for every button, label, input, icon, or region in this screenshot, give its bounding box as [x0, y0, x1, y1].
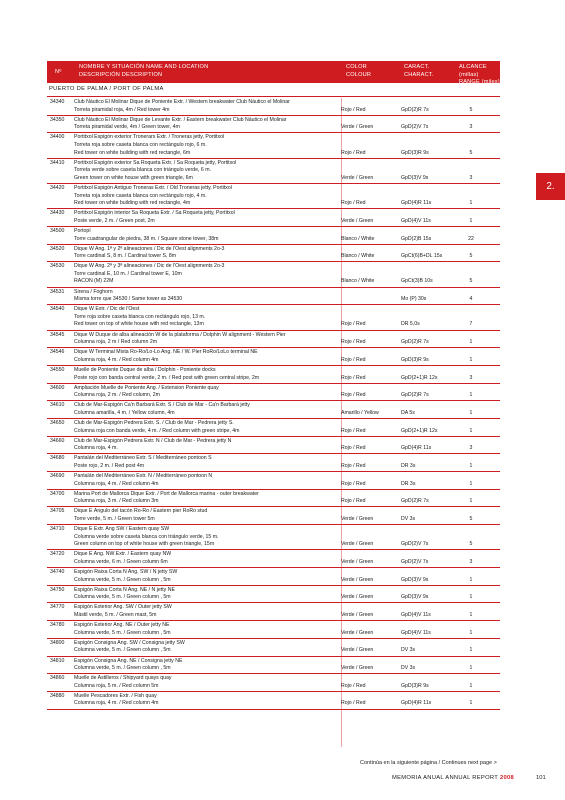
description-line: Sirena / Foghorn: [74, 288, 113, 295]
description-line: Columna verde sobre caseta blanca con triángulo verde, 15 m.: [74, 533, 219, 540]
description-line: Dique W Duque de alba alineación W de la plataforma / Dolphin W alignment - Western Pier: [74, 331, 286, 338]
light-color: Verde / Green: [341, 594, 374, 601]
light-color: Rojo / Red: [341, 149, 366, 156]
light-color: Rojo / Red: [341, 356, 366, 363]
light-range: 1: [469, 339, 473, 346]
footer: [392, 775, 514, 781]
light-number: 34680: [50, 455, 65, 462]
description-line: Torreta verde sobre caseta blanca con triángulo verde, 6 m.: [74, 167, 211, 174]
light-color: Verde / Green: [341, 576, 374, 583]
table-row: [47, 288, 500, 306]
light-description: [73, 675, 338, 690]
light-characteristic: Mo (P) 30s: [401, 296, 427, 303]
light-number: 34650: [50, 419, 65, 426]
light-characteristic: DA 5s: [401, 409, 415, 416]
description-line: Red tower on top of white house with red rectangle, 13m: [74, 321, 204, 328]
description-line: Red tower on white building with red rectangle, 4m: [74, 200, 191, 207]
description-line: Torreta roja sobre caseta blanca con rectángulo rojo, 6 m.: [74, 141, 207, 148]
light-characteristic: GpD(3)V 9s: [401, 576, 429, 583]
header-color: [346, 64, 371, 79]
description-line: Portitxol Espigón exterior Tronerars Extr. / Troneras jetty, Portitxol: [74, 134, 225, 141]
light-range: 1: [469, 200, 473, 207]
description-line: Espigón Exterior Ang. SW / Outer jetty SW: [74, 604, 172, 611]
description-line: RACON (M) 22M: [74, 278, 114, 285]
light-range: 3: [469, 124, 473, 131]
light-range: 1: [469, 462, 473, 469]
table-row: [47, 525, 500, 550]
table-row: [47, 419, 500, 437]
light-number: 34550: [50, 366, 65, 373]
description-line: Columna roja con banda verde, 4 m. / Red column with green stripe, 4m: [74, 427, 240, 434]
light-number: 34500: [50, 227, 65, 234]
light-description: [73, 367, 338, 382]
light-characteristic: GpD(2)R 7s: [401, 498, 429, 505]
description-line: Torreta piramidal roja, 4m / Red tower 4m: [74, 106, 170, 113]
light-number: 34860: [50, 675, 65, 682]
light-range: 1: [469, 392, 473, 399]
light-description: [73, 332, 338, 347]
table-row: [47, 116, 500, 134]
description-line: Pantalán del Mediterráneo Extr. N / Mediterráneo pontoon N: [74, 473, 213, 480]
description-line: Dique W Ang. 1ª y 2ª alineaciones / Dic de l'Oest alignments 2o-3: [74, 245, 225, 252]
light-characteristic: GpD(2+1)R 12s: [401, 427, 438, 434]
light-characteristic: GpD(4)R 11s: [401, 445, 432, 452]
light-characteristic: GpD(3)R 9s: [401, 682, 429, 689]
description-line: Espigón Exterior Ang. NE / Outer jetty NE: [74, 622, 170, 629]
light-color: Verde / Green: [341, 516, 374, 522]
light-color: Rojo / Red: [341, 462, 366, 469]
light-number: 34545: [50, 331, 65, 338]
light-range: 3: [469, 445, 473, 452]
description-line: Torre cardinal E, 10 m. / Cardinal tower E, 10m: [74, 270, 182, 277]
description-line: Columna roja, 4 m. / Red column 4m: [74, 356, 159, 363]
description-line: Poste verde, 2 m. / Green post, 2m: [74, 217, 155, 224]
light-characteristic: GpD(3)V 9s: [401, 594, 429, 601]
light-color: Verde / Green: [341, 174, 374, 181]
description-line: Muelle Pescadores Extr. / Fish quay: [74, 692, 157, 699]
table-row: [47, 245, 500, 263]
description-line: Columna verde, 5 m. / Green column , 5m: [74, 629, 171, 636]
light-range: 1: [469, 576, 473, 583]
table-row: [47, 550, 500, 568]
light-range: 7: [469, 321, 473, 328]
header-range-line-1: ALCANCE (millas): [459, 64, 487, 78]
description-line: Columna amarilla, 4 m. / Yellow column, 4m: [74, 409, 175, 416]
light-description: [73, 693, 338, 708]
header-number: Nº: [55, 69, 62, 75]
light-description: [73, 508, 338, 523]
light-range: 1: [469, 682, 473, 689]
table-row: [47, 490, 500, 508]
light-description: [73, 604, 338, 619]
section-title: PUERTO DE PALMA / PORT OF PALMA: [49, 86, 164, 92]
light-description: [73, 210, 338, 225]
light-range: 1: [469, 217, 473, 224]
table-row: [47, 209, 500, 227]
light-color: Rojo / Red: [341, 374, 366, 381]
light-description: [73, 385, 338, 400]
description-line: Columna roja, 4 m.: [74, 445, 118, 452]
light-color: Blanco / White: [341, 278, 375, 285]
header-char-line-1: CARACT.: [404, 64, 430, 70]
light-color: Verde / Green: [341, 217, 374, 224]
table-row: [47, 384, 500, 402]
light-range: 1: [469, 629, 473, 636]
header-name-line-1: NOMBRE Y SITUACIÓN NAME AND LOCATION: [79, 64, 209, 70]
description-line: Poste rojo, 2 m. / Red post 4m: [74, 462, 145, 469]
light-color: Rojo / Red: [341, 392, 366, 399]
table-header: [47, 61, 500, 83]
light-color: Rojo / Red: [341, 700, 366, 707]
table-row: [47, 98, 500, 116]
light-number: 34780: [50, 622, 65, 629]
light-number: 34810: [50, 657, 65, 664]
description-line: Torreta roja sobre caseta blanca con rectángulo rojo, 4 m.: [74, 192, 207, 199]
light-number: 34690: [50, 473, 65, 480]
footer-report-title: MEMORIA ANUAL ANNUAL REPORT: [392, 775, 499, 781]
light-description: [73, 306, 338, 329]
light-description: [73, 438, 338, 453]
description-line: Espigón Raixa Corta N Ang. NE / N jetty NE: [74, 586, 175, 593]
light-characteristic: DR 3s: [401, 480, 416, 487]
description-line: Dique W Extr. / Dic de l'Oest: [74, 306, 140, 313]
light-number: 34770: [50, 604, 65, 611]
description-line: Red tower on white building with red rectangle, 6m: [74, 149, 191, 156]
light-characteristic: DV 3s: [401, 647, 416, 654]
light-range: 1: [469, 356, 473, 363]
description-line: Club Náutico El Molinar Dique de Poniente Extr. / Western breakwater Club Náutico el Molinar: [74, 99, 290, 105]
light-number: 34420: [50, 184, 65, 191]
description-line: Dique W Ang. 2ª y 3ª alineaciones / Dic de l'Oest alignments 2o-3: [74, 263, 225, 270]
light-description: [73, 246, 338, 261]
light-number: 34350: [50, 116, 65, 123]
header-range: [459, 64, 500, 87]
table-row: [47, 366, 500, 384]
light-number: 34660: [50, 437, 65, 444]
light-range: 5: [469, 541, 473, 548]
description-line: Columna verde, 6 m. / Green column 6m: [74, 558, 168, 565]
light-characteristic: GpD(3)R 9s: [401, 149, 429, 156]
light-color: Rojo / Red: [341, 682, 366, 689]
description-line: Columna roja, 4 m. / Red column 4m: [74, 700, 159, 707]
table-row: [47, 184, 500, 209]
lights-table: [47, 98, 500, 710]
header-color-line-2: COLOUR: [346, 71, 372, 78]
light-color: Blanco / White: [341, 235, 375, 242]
description-line: Torre cuadrangular de piedra, 38 m. / Square stone tower, 38m: [74, 235, 219, 242]
light-characteristic: GpD(2)R 7s: [401, 339, 429, 346]
table-row: [47, 586, 500, 604]
description-line: Misma torre que 34530 / Same tower as 34530: [74, 296, 183, 303]
header-characteristic: [404, 64, 434, 79]
description-line: Columna verde, 5 m. / Green column , 5m: [74, 647, 171, 654]
light-color: Verde / Green: [341, 612, 374, 619]
light-range: 5: [469, 516, 473, 522]
description-line: Dique W Terminal Mixta Ro-Ro/Lo-Lo Ang. NE / W. Pier RoRo/LoLo terminal NE: [74, 349, 258, 356]
description-line: Pantalán del Mediterráneo Extr. S / Mediterráneo pontoon S: [74, 455, 212, 462]
light-number: 34600: [50, 384, 65, 391]
light-number: 34740: [50, 569, 65, 576]
light-characteristic: DR 3s: [401, 462, 416, 469]
description-line: Dique E Ang. NW Extr. / Eastern quay NW: [74, 551, 172, 558]
light-range: 1: [469, 700, 473, 707]
light-characteristic: GpD(3)V 9s: [401, 174, 429, 181]
light-description: [73, 349, 338, 364]
description-line: Club de Mar-Espigón Ca'n Barbará Extr. S / Club de Mar - Ca'n Barbará jetty: [74, 402, 250, 409]
description-line: Club de Mar-Espigón Pedrera Extr. N / Club de Mar - Pedrera jetty N: [74, 437, 232, 444]
chapter-tab: 2.: [536, 173, 565, 200]
light-range: 1: [469, 498, 473, 505]
light-description: [73, 134, 338, 157]
light-description: [73, 99, 338, 114]
description-line: Muelle de Poniente Duque de alba / Dolphin - Poniente docks: [74, 366, 216, 373]
table-row: [47, 159, 500, 184]
light-description: [73, 658, 338, 673]
light-range: 1: [469, 480, 473, 487]
light-color: Verde / Green: [341, 541, 374, 548]
light-description: [73, 263, 338, 286]
description-line: Espigón Consigna Ang. NE / Consigna jetty NE: [74, 657, 183, 664]
light-description: [73, 551, 338, 566]
header-range-line-2: RANGE (miles): [459, 79, 500, 85]
light-number: 34710: [50, 526, 65, 533]
table-row: [47, 603, 500, 621]
description-line: Dique E Extr. Ang SW / Eastern quay SW: [74, 526, 170, 533]
light-range: 1: [469, 647, 473, 654]
description-line: Torre cardinal S, 8 m. / Cardinal tower S, 8m: [74, 253, 177, 260]
description-line: Columna roja, 3 m. / Red column 3m: [74, 498, 159, 505]
light-characteristic: DV 3s: [401, 665, 416, 672]
light-number: 34800: [50, 639, 65, 646]
description-line: Torre verde, 5 m. / Green tower 5m: [74, 516, 155, 522]
light-characteristic: GpD(4)V 11s: [401, 629, 431, 636]
light-color: Rojo / Red: [341, 498, 366, 505]
light-characteristic: GpCt(3)B 10s: [401, 278, 433, 285]
light-color: Verde / Green: [341, 629, 374, 636]
light-characteristic: GpD(4)V 11s: [401, 217, 431, 224]
light-characteristic: GpD(2)V 7s: [401, 541, 429, 548]
description-line: Mástil verde, 5 m. / Green mast, 5m: [74, 612, 157, 619]
light-color: Verde / Green: [341, 558, 374, 565]
light-number: 34700: [50, 490, 65, 497]
header-name-line-2: DESCRIPCIÓN DESCRIPTION: [79, 71, 163, 78]
description-line: Torreta piramidal verde, 4m / Green tower, 4m: [74, 124, 180, 131]
description-line: Club Náutico El Molinar Dique de Levante Extr. / Eastern breakwater Club Náutico el Molinar: [74, 116, 287, 123]
light-characteristic: GpD(4)R 11s: [401, 200, 432, 207]
light-range: 1: [469, 594, 473, 601]
light-color: Rojo / Red: [341, 339, 366, 346]
light-number: 34531: [50, 288, 65, 295]
table-row: [47, 472, 500, 490]
light-number: 34880: [50, 692, 65, 699]
light-description: [73, 420, 338, 435]
light-range: 3: [469, 174, 473, 181]
description-line: Portitxol Espigón interior Sa Roqueta Extr. / Sa Roqueta jetty, Portitxol: [74, 210, 235, 217]
light-description: [73, 473, 338, 488]
light-description: [73, 640, 338, 655]
light-characteristic: DV 3s: [401, 516, 416, 522]
light-number: 34546: [50, 349, 65, 356]
light-range: 4: [469, 296, 473, 303]
description-line: Green column on top of white house with green triangle, 15m: [74, 541, 215, 548]
light-range: 22: [468, 235, 474, 242]
section-divider: [47, 96, 500, 97]
description-line: Columna verde, 5 m. / Green column , 5m: [74, 665, 171, 672]
light-characteristic: GpD(4)R 11s: [401, 700, 432, 707]
light-number: 34610: [50, 402, 65, 409]
light-color: Rojo / Red: [341, 321, 366, 328]
description-line: Portitxol Espigón Antiguo Troneras Extr. / Old Troneras jetty, Portitxol: [74, 184, 232, 191]
light-range: 1: [469, 409, 473, 416]
light-characteristic: GpD(2)V 7s: [401, 124, 429, 131]
light-characteristic: GpCt(6)B+DL 15s: [401, 253, 443, 260]
table-row: [47, 507, 500, 525]
table-row: [47, 401, 500, 419]
header-color-line-1: COLOR: [346, 64, 367, 70]
light-number: 34340: [50, 99, 65, 105]
light-description: [73, 569, 338, 584]
table-row: [47, 305, 500, 330]
table-row: [47, 227, 500, 245]
light-number: 34400: [50, 134, 65, 141]
table-row: [47, 621, 500, 639]
light-characteristic: GpD(2)V 7s: [401, 558, 429, 565]
light-number: 34720: [50, 551, 65, 558]
light-range: 1: [469, 665, 473, 672]
table-row: [47, 331, 500, 349]
light-color: Amarillo / Yellow: [341, 409, 379, 416]
description-line: Columna verde, 5 m. / Green column , 5m: [74, 594, 171, 601]
light-description: [73, 526, 338, 549]
light-color: Rojo / Red: [341, 106, 366, 113]
light-range: 5: [469, 106, 473, 113]
light-color: [338, 289, 398, 304]
light-number: 34530: [50, 263, 65, 270]
light-range: 1: [469, 427, 473, 434]
description-line: Columna verde, 5 m. / Green column , 5m: [74, 576, 171, 583]
light-description: [73, 455, 338, 470]
light-color: Rojo / Red: [341, 427, 366, 434]
description-line: Columna roja, 4 m. / Red column 4m: [74, 480, 159, 487]
table-row: [47, 657, 500, 675]
table-row: [47, 692, 500, 710]
table-row: [47, 348, 500, 366]
description-line: Columna roja, 2 m / Red column 2m: [74, 339, 158, 346]
light-color: Verde / Green: [341, 647, 374, 654]
description-line: Club de Mar-Espigón Pedrera Extr. S. / Club de Mar - Pedrera jetty S.: [74, 419, 234, 426]
header-char-line-2: CHARACT.: [404, 71, 434, 78]
light-range: 5: [469, 149, 473, 156]
table-row: [47, 454, 500, 472]
description-line: Poste rojo con banda central verde, 2 m. / Red post with green central stripe, 2m: [74, 374, 260, 381]
header-name: [79, 64, 208, 79]
light-color: Rojo / Red: [341, 445, 366, 452]
continue-note: Continúa en la siguiente página / Continues next page >: [360, 760, 497, 766]
light-range: 5: [469, 278, 473, 285]
table-row: [47, 133, 500, 158]
light-number: 34520: [50, 245, 65, 252]
light-range: 1: [469, 612, 473, 619]
light-color: Blanco / White: [341, 253, 375, 260]
light-characteristic: DR 5,0s: [401, 321, 420, 328]
light-number: 34540: [50, 306, 65, 313]
light-description: [73, 622, 338, 637]
description-line: Ampliación Muelle de Poniente Ang. / Extension Poniente quay: [74, 384, 219, 391]
light-characteristic: GpD(2+1)R 12s: [401, 374, 438, 381]
footer-year: 2008: [499, 775, 515, 781]
description-line: Espigón Raixa Corta N Ang. SW / N jetty SW: [74, 569, 178, 576]
table-row: [47, 639, 500, 657]
table-row: [47, 437, 500, 455]
description-line: Columna roja, 5 m. / Red column 5m: [74, 682, 159, 689]
light-number: 34705: [50, 508, 65, 515]
description-line: Portopí: [74, 227, 91, 234]
description-line: Espigón Consigna Ang. SW / Consigna jetty SW: [74, 639, 185, 646]
description-line: Marina Port de Mallorca Dique Extr. / Port de Mallorca marina - outer breakwater: [74, 490, 259, 497]
light-color: Verde / Green: [341, 124, 374, 131]
light-color: Rojo / Red: [341, 200, 366, 207]
description-line: Columna roja, 2 m. / Red column, 2m: [74, 392, 160, 399]
description-line: Torre roja sobre caseta blanca con rectángulo rojo, 13 m.: [74, 313, 206, 320]
light-description: [73, 402, 338, 417]
table-row: [47, 262, 500, 287]
light-characteristic: GpD(2)B 15s: [401, 235, 432, 242]
light-characteristic: GpD(2)R 7s: [401, 106, 429, 113]
page-number: 101: [536, 775, 546, 781]
table-row: [47, 674, 500, 692]
description-line: Muelle de Astilleros / Shipyard quays quay: [74, 675, 172, 682]
light-range: 3: [469, 558, 473, 565]
light-characteristic: GpD(2)R 7s: [401, 392, 429, 399]
light-description: [73, 491, 338, 506]
light-description: [73, 587, 338, 602]
light-range: 3: [469, 374, 473, 381]
light-description: [73, 160, 338, 183]
light-color: Verde / Green: [341, 665, 374, 672]
light-description: [73, 289, 338, 304]
light-characteristic: GpD(4)V 11s: [401, 612, 431, 619]
light-description: [73, 117, 338, 132]
light-number: 34410: [50, 159, 65, 166]
description-line: Dique E Ángulo del tacón Ro-Ro / Eastern pier RoRo stud: [74, 508, 208, 515]
light-number: 34430: [50, 210, 65, 217]
light-color: Rojo / Red: [341, 480, 366, 487]
description-line: Portitxol Espigón exterior Sa Roqueta Extr. / Sa Roqueta jetty, Portitxol: [74, 159, 237, 166]
light-number: 34750: [50, 586, 65, 593]
light-characteristic: GpD(3)R 9s: [401, 356, 429, 363]
description-line: Green tower on white house with green triangle, 6m: [74, 174, 193, 181]
light-description: [73, 228, 338, 243]
table-row: [47, 568, 500, 586]
light-description: [73, 185, 338, 208]
light-range: 5: [469, 253, 473, 260]
